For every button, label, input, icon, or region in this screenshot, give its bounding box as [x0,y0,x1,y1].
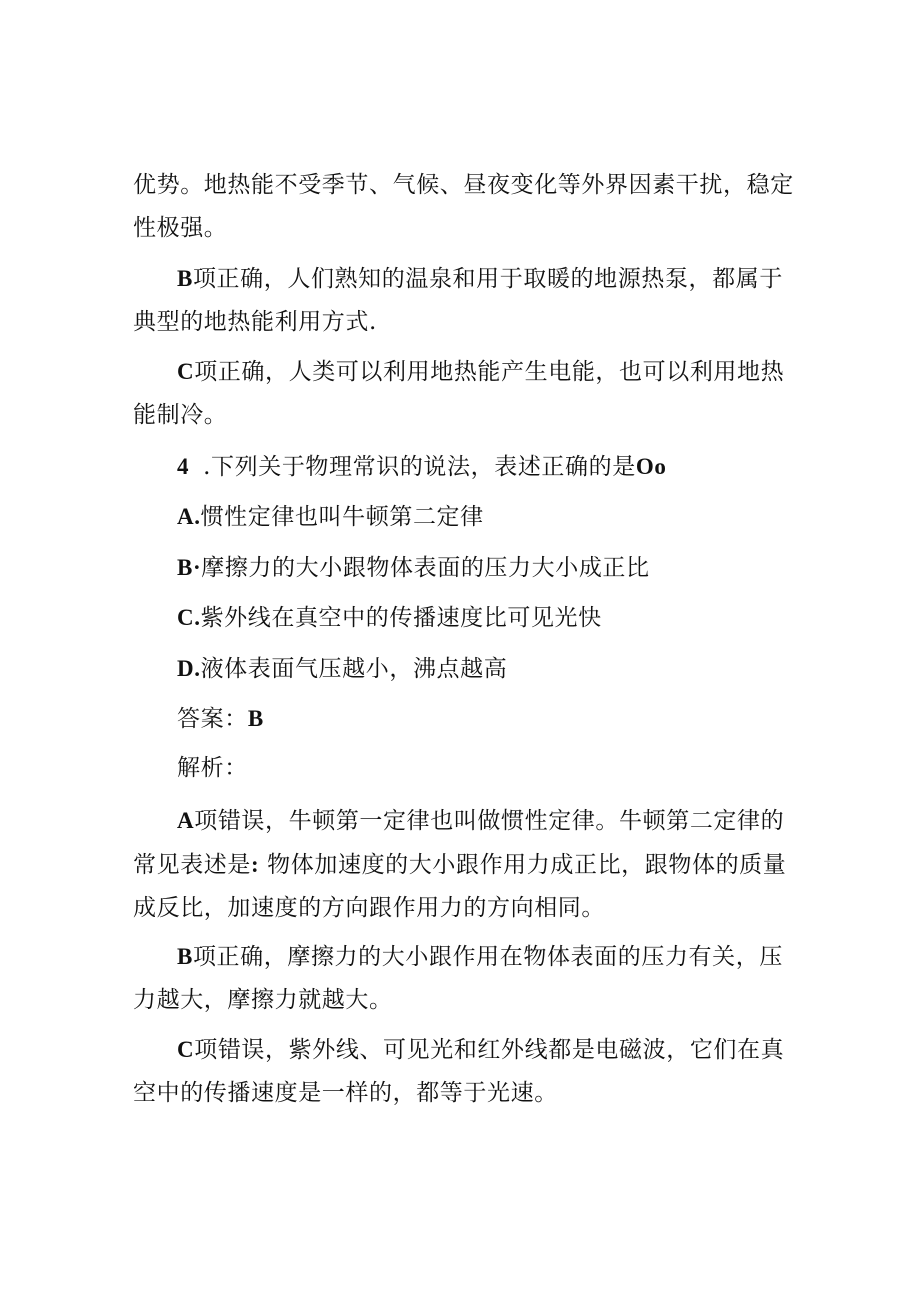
question-4 [133,445,797,489]
option-b [133,546,797,590]
option-label: D. [177,656,201,681]
item-label: B [177,266,193,291]
analysis-text: 项错误，牛顿第一定律也叫做惯性定律。牛顿第二定律的常见表述是 [133,808,785,878]
analysis-label: 解析： [177,755,248,781]
analysis-colon: : [251,852,260,877]
option-text: 摩擦力的大小跟物体表面的压力大小成正比 [201,555,650,581]
option-text: 紫外线在真空中的传播速度比可见光快 [200,605,602,631]
item-label: B [177,944,193,969]
paragraph-text: 项正确，人类可以利用地热能产生电能，也可以利用地热能制冷。 [133,359,785,428]
answer-label: 答案： [177,706,248,732]
item-label: C [177,359,195,384]
option-a [133,495,797,539]
paragraph-text: 优势。地热能不受季节、气候、昼夜变化等外界因素干扰，稳定性极强。 [133,172,794,241]
option-label: A. [177,504,201,529]
question-suffix: Oo [635,454,667,479]
item-label: C [177,1037,195,1062]
analysis-c [133,1028,797,1115]
answer-line [133,697,797,741]
analysis-text-continued: 物体加速度的大小跟作用力成正比，跟物体的质量成反比，加速度的方向跟作用力的方向相同。 [133,852,787,921]
option-c [133,596,797,640]
analysis-text: 项错误，紫外线、可见光和红外线都是电磁波，它们在真空中的传播速度是一样的，都等于光速。 [133,1037,785,1106]
answer-value: B [247,706,264,731]
question-number: 4 [177,454,190,479]
paragraph-b-correct [133,257,797,344]
item-label: A [177,808,195,833]
paragraph-continuation [133,164,797,250]
analysis-heading [133,747,797,790]
option-label: C. [177,605,201,630]
paragraph-c-correct [133,350,797,437]
analysis-text: 项正确，摩擦力的大小跟作用在物体表面的压力有关，压力越大，摩擦力就越大。 [133,944,783,1013]
option-d [133,647,797,691]
analysis-a [133,799,797,930]
option-text: 惯性定律也叫牛顿第二定律 [200,504,484,530]
option-label: B· [177,555,202,580]
question-text: .下列关于物理常识的说法，表述正确的是 [203,454,636,480]
analysis-b [133,935,797,1022]
paragraph-text: 项正确，人们熟知的温泉和用于取暖的地源热泵，都属于典型的地热能利用方式. [133,266,783,335]
option-text: 液体表面气压越小，沸点越高 [200,656,508,682]
